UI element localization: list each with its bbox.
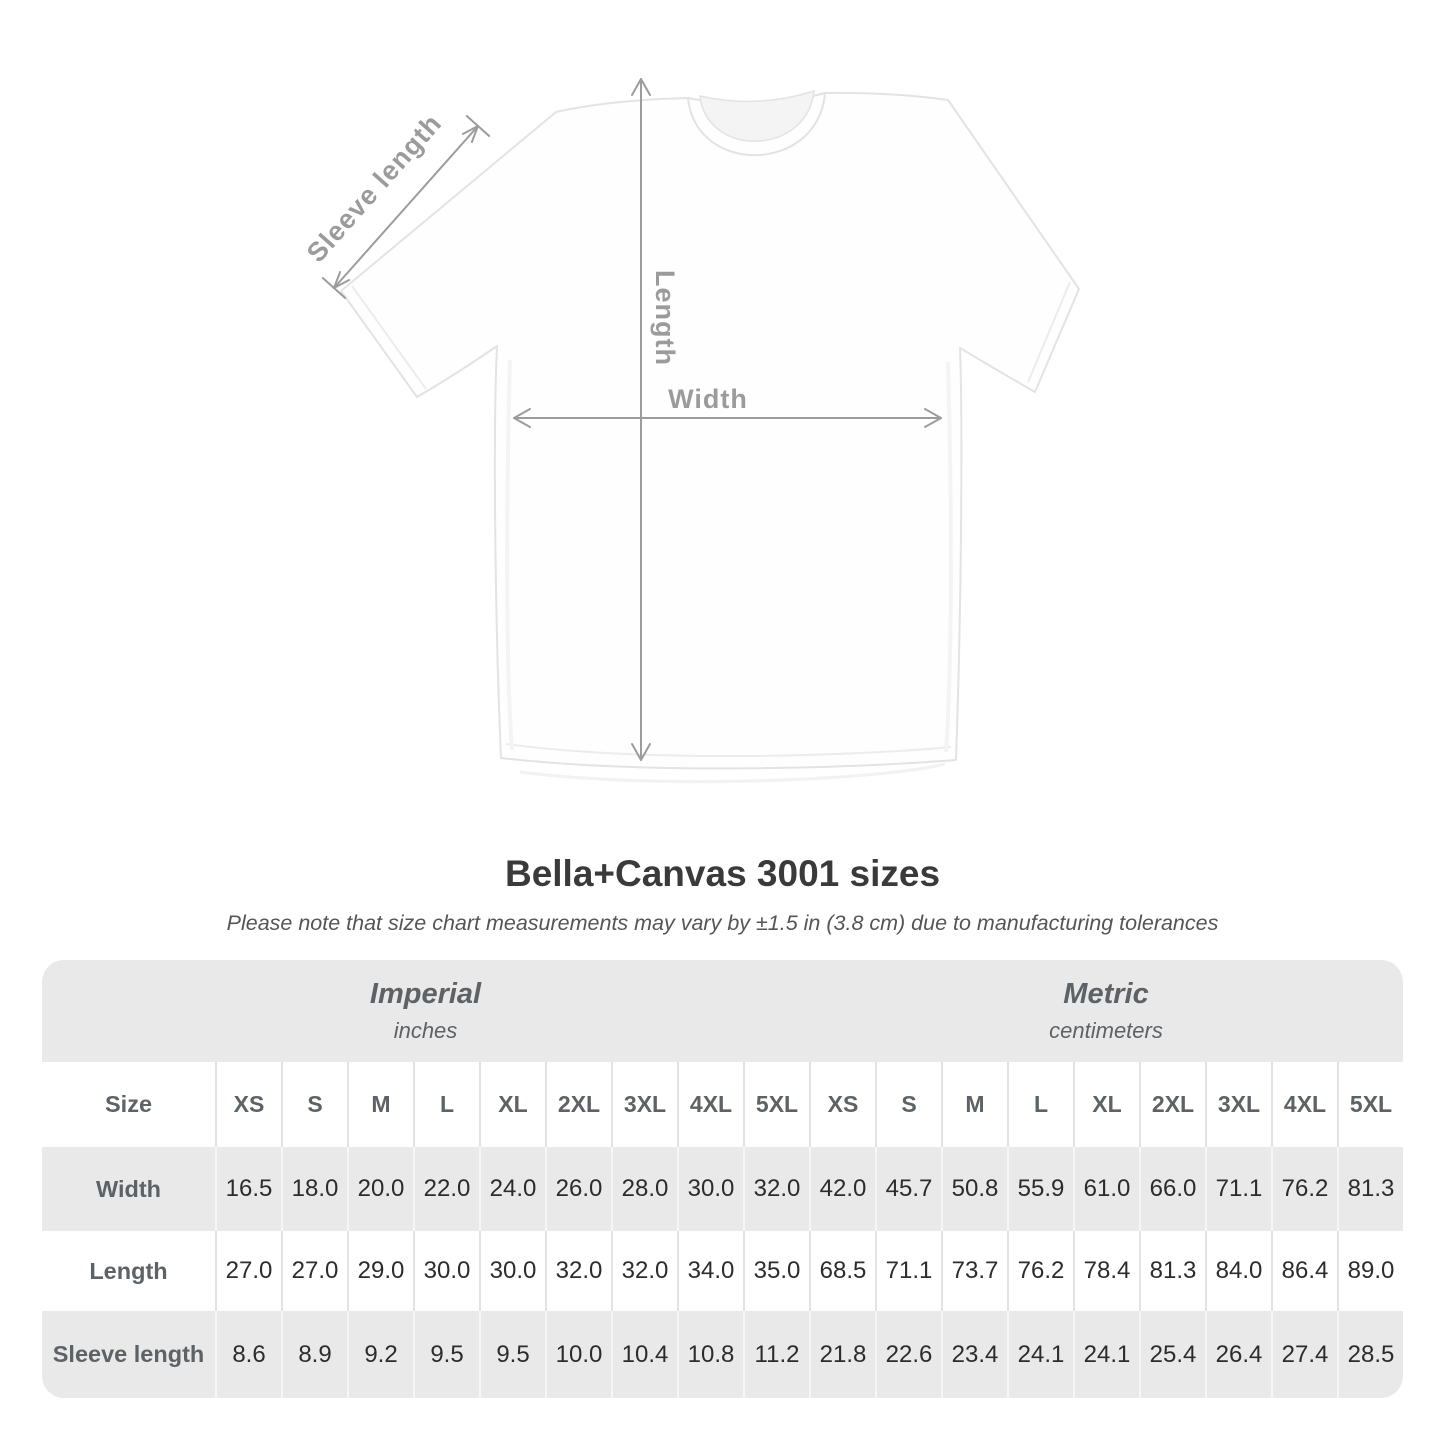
value-width-metric-2xl: 66.0 <box>1139 1147 1205 1231</box>
value-sleeve-length-imperial-4xl: 10.8 <box>677 1311 743 1398</box>
value-sleeve-length-metric-xs: 21.8 <box>809 1311 875 1398</box>
value-width-imperial-s: 18.0 <box>281 1147 347 1231</box>
value-sleeve-length-imperial-5xl: 11.2 <box>743 1311 809 1398</box>
imperial-unit: inches <box>393 1018 458 1043</box>
size-col-imperial-l: L <box>413 1062 479 1147</box>
size-col-imperial-2xl: 2XL <box>545 1062 611 1147</box>
table-row-length <box>42 1231 1403 1311</box>
size-col-imperial-s: S <box>281 1062 347 1147</box>
value-sleeve-length-imperial-l: 9.5 <box>413 1311 479 1398</box>
size-header-row <box>42 1062 1403 1147</box>
value-width-imperial-2xl: 26.0 <box>545 1147 611 1231</box>
size-col-imperial-xs: XS <box>215 1062 281 1147</box>
size-header-label: Size <box>104 1091 153 1117</box>
table-body <box>42 1147 1403 1398</box>
row-label-width: Width <box>95 1175 162 1202</box>
value-width-metric-s: 45.7 <box>875 1147 941 1231</box>
value-width-metric-l: 55.9 <box>1007 1147 1073 1231</box>
value-width-imperial-l: 22.0 <box>413 1147 479 1231</box>
value-sleeve-length-metric-l: 24.1 <box>1007 1311 1073 1398</box>
value-length-metric-xl: 78.4 <box>1073 1231 1139 1311</box>
value-sleeve-length-imperial-s: 8.9 <box>281 1311 347 1398</box>
value-length-metric-l: 76.2 <box>1007 1231 1073 1311</box>
size-col-metric-2xl: 2XL <box>1139 1062 1205 1147</box>
value-width-metric-4xl: 76.2 <box>1271 1147 1337 1231</box>
size-col-imperial-3xl: 3XL <box>611 1062 677 1147</box>
value-sleeve-length-metric-xl: 24.1 <box>1073 1311 1139 1398</box>
value-length-imperial-3xl: 32.0 <box>611 1231 677 1311</box>
value-width-imperial-5xl: 32.0 <box>743 1147 809 1231</box>
value-length-metric-s: 71.1 <box>875 1231 941 1311</box>
imperial-header <box>42 960 809 1062</box>
value-length-imperial-5xl: 35.0 <box>743 1231 809 1311</box>
value-length-imperial-s: 27.0 <box>281 1231 347 1311</box>
value-sleeve-length-metric-5xl: 28.5 <box>1337 1311 1403 1398</box>
size-col-metric-xs: XS <box>809 1062 875 1147</box>
value-width-imperial-xl: 24.0 <box>479 1147 545 1231</box>
value-length-imperial-4xl: 34.0 <box>677 1231 743 1311</box>
metric-title: Metric <box>1063 978 1149 1010</box>
metric-header <box>809 960 1403 1062</box>
value-sleeve-length-metric-s: 22.6 <box>875 1311 941 1398</box>
size-col-imperial-5xl: 5XL <box>743 1062 809 1147</box>
tolerance-note: Please note that size chart measurements may vary by ±1.5 in (3.8 cm) due to manufacturing tolerances <box>226 911 1219 935</box>
size-table <box>42 960 1403 1398</box>
value-length-metric-4xl: 86.4 <box>1271 1231 1337 1311</box>
row-label-length: Length <box>89 1257 168 1284</box>
value-width-metric-xs: 42.0 <box>809 1147 875 1231</box>
value-length-imperial-2xl: 32.0 <box>545 1231 611 1311</box>
value-length-imperial-l: 30.0 <box>413 1231 479 1311</box>
unit-header-row <box>42 960 1403 1062</box>
value-sleeve-length-imperial-xl: 9.5 <box>479 1311 545 1398</box>
value-length-metric-m: 73.7 <box>941 1231 1007 1311</box>
value-length-imperial-xs: 27.0 <box>215 1231 281 1311</box>
value-width-metric-3xl: 71.1 <box>1205 1147 1271 1231</box>
sleeve-length-label: Sleeve length <box>300 108 448 268</box>
value-width-metric-5xl: 81.3 <box>1337 1147 1403 1231</box>
value-length-metric-3xl: 84.0 <box>1205 1231 1271 1311</box>
size-col-metric-m: M <box>941 1062 1007 1147</box>
value-sleeve-length-imperial-2xl: 10.0 <box>545 1311 611 1398</box>
length-label: Length <box>650 270 680 366</box>
value-length-metric-5xl: 89.0 <box>1337 1231 1403 1311</box>
value-width-imperial-xs: 16.5 <box>215 1147 281 1231</box>
value-length-imperial-xl: 30.0 <box>479 1231 545 1311</box>
size-col-imperial-xl: XL <box>479 1062 545 1147</box>
value-length-imperial-m: 29.0 <box>347 1231 413 1311</box>
value-sleeve-length-imperial-3xl: 10.4 <box>611 1311 677 1398</box>
table-row-sleeve-length <box>42 1311 1403 1398</box>
value-sleeve-length-imperial-xs: 8.6 <box>215 1311 281 1398</box>
value-sleeve-length-metric-3xl: 26.4 <box>1205 1311 1271 1398</box>
page-title: Bella+Canvas 3001 sizes <box>504 853 941 894</box>
size-col-metric-5xl: 5XL <box>1337 1062 1403 1147</box>
value-sleeve-length-imperial-m: 9.2 <box>347 1311 413 1398</box>
size-col-imperial-m: M <box>347 1062 413 1147</box>
value-width-imperial-4xl: 30.0 <box>677 1147 743 1231</box>
width-label: Width <box>668 384 748 414</box>
size-col-imperial-4xl: 4XL <box>677 1062 743 1147</box>
row-label-sleeve-length: Sleeve length <box>52 1341 205 1367</box>
value-sleeve-length-metric-2xl: 25.4 <box>1139 1311 1205 1398</box>
value-width-imperial-3xl: 28.0 <box>611 1147 677 1231</box>
size-col-metric-s: S <box>875 1062 941 1147</box>
value-width-metric-m: 50.8 <box>941 1147 1007 1231</box>
metric-unit: centimeters <box>1049 1018 1163 1043</box>
value-length-metric-xs: 68.5 <box>809 1231 875 1311</box>
imperial-title: Imperial <box>369 978 482 1010</box>
tshirt-illustration <box>341 91 1079 782</box>
size-col-metric-xl: XL <box>1073 1062 1139 1147</box>
size-col-metric-3xl: 3XL <box>1205 1062 1271 1147</box>
table-row-width <box>42 1147 1403 1231</box>
value-length-metric-2xl: 81.3 <box>1139 1231 1205 1311</box>
value-sleeve-length-metric-m: 23.4 <box>941 1311 1007 1398</box>
value-width-metric-xl: 61.0 <box>1073 1147 1139 1231</box>
value-sleeve-length-metric-4xl: 27.4 <box>1271 1311 1337 1398</box>
size-col-metric-4xl: 4XL <box>1271 1062 1337 1147</box>
size-col-metric-l: L <box>1007 1062 1073 1147</box>
value-width-imperial-m: 20.0 <box>347 1147 413 1231</box>
